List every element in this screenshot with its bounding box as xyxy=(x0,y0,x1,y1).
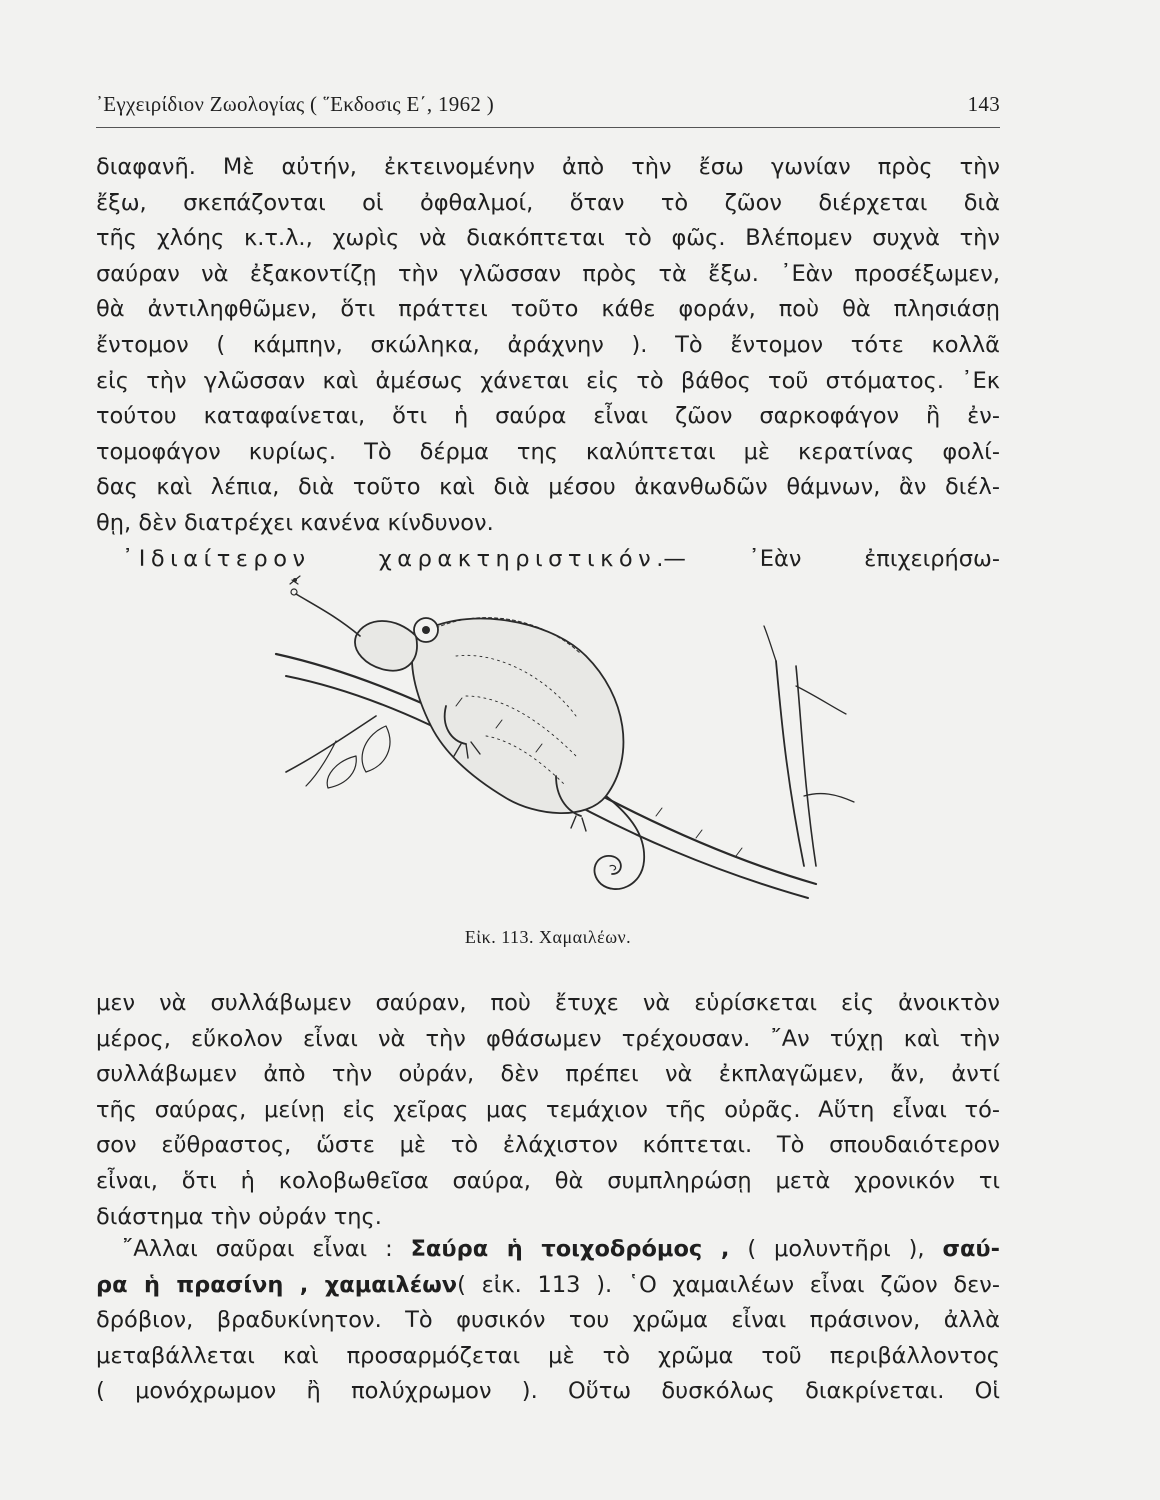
spaced-heading: ᾿Ιδιαίτερον χαρακτηριστικόν xyxy=(122,545,657,572)
header-rule xyxy=(96,127,1000,128)
heading-continuation: .— ᾿Εὰν ἐπιχειρήσω- xyxy=(656,545,1001,572)
text-line: δρόβιον, βραδυκίνητον. Τὸ φυσικόν του χρῶμα εἶναι πράσινον, ἀλλὰ xyxy=(96,1307,1000,1334)
text-line: τούτου καταφαίνεται, ὅτι ἡ σαύρα εἶναι ζῶον σαρκοφάγον ἢ ἐν- xyxy=(96,403,1000,430)
text-run: ῎Αλλαι σαῦραι εἶναι : xyxy=(122,1236,411,1262)
text-line: μεν νὰ συλλάβωμεν σαύραν, ποὺ ἔτυχε νὰ εὑρίσκεται εἰς ἀνοικτὸν xyxy=(96,990,1000,1016)
text-line: μεταβάλλεται καὶ προσαρμόζεται μὲ τὸ χρῶμα τοῦ περιβάλλοντος xyxy=(96,1342,1000,1369)
text-line xyxy=(96,1268,1000,1304)
running-header xyxy=(96,92,1000,117)
text-line: εἶναι, ὅτι ἡ κολοβωθεῖσα σαύρα, θὰ συμπληρώσῃ μετὰ χρονικόν τι xyxy=(96,1167,1000,1194)
running-title: ᾿Εγχειρίδιον Ζωολογίας ( ῞Εκδοσις Ε΄, 1962 ) xyxy=(96,92,495,116)
text-line: σαύραν νὰ ἐξακοντίζῃ τὴν γλῶσσαν πρὸς τὰ ἔξω. ᾿Εὰν προσέξωμεν, xyxy=(96,260,1000,287)
text-line: διάστημα τὴν οὐράν της. xyxy=(96,1203,382,1230)
text-line: σον εὔθραστος, ὥστε μὲ τὸ ἐλάχιστον κόπτεται. Τὸ σπουδαιότερον xyxy=(96,1132,1000,1159)
figure-caption: Εἰκ. 113. Χαμαιλέων. xyxy=(464,927,632,947)
bold-term: Σαύρα ἡ τοιχοδρόμος , xyxy=(410,1236,730,1262)
chameleon-illustration xyxy=(256,566,866,922)
text-line: τῆς σαύρας, μείνῃ εἰς χεῖρας μας τεμάχιον τῆς οὐρᾶς. Αὕτη εἶναι τό- xyxy=(96,1096,1000,1123)
text-run: ( μολυντῆρι ), xyxy=(729,1236,943,1262)
text-line: ( μονόχρωμον ἢ πολύχρωμον ). Οὕτω δυσκόλως διακρίνεται. Οἱ xyxy=(96,1378,1000,1405)
paragraph-1 xyxy=(96,150,1000,577)
text-line xyxy=(96,1232,1000,1268)
text-line: τομοφάγον κυρίως. Τὸ δέρμα της καλύπτεται μὲ κερατίνας φολί- xyxy=(96,438,1000,465)
text-line: εἰς τὴν γλῶσσαν καὶ ἀμέσως χάνεται εἰς τὸ βάθος τοῦ στόματος. ᾿Εκ xyxy=(96,367,1000,394)
bold-term: σαύ- xyxy=(942,1236,1000,1262)
page-number: 143 xyxy=(967,92,1000,116)
text-line: συλλάβωμεν ἀπὸ τὴν οὐράν, δὲν πρέπει νὰ ἐκπλαγῶμεν, ἄν, ἀντί xyxy=(96,1061,1000,1088)
text-line: ἔξω, σκεπάζονται οἱ ὀφθαλμοί, ὅταν τὸ ζῶον διέρχεται διὰ xyxy=(96,189,1000,216)
text-line: θὰ ἀντιληφθῶμεν, ὅτι πράττει τοῦτο κάθε φοράν, ποὺ θὰ πλησιάσῃ xyxy=(96,296,1000,323)
bold-term: ρα ἡ πρασίνη , χαμαιλέων xyxy=(96,1271,458,1298)
text-run: ( εἰκ. 113 ). ῾Ο χαμαιλέων εἶναι ζῶον δεν- xyxy=(457,1271,1000,1298)
text-line: τῆς χλόης κ.τ.λ., χωρὶς νὰ διακόπτεται τὸ φῶς. Βλέπομεν συχνὰ τὴν xyxy=(96,225,1000,252)
text-line: διαφανῆ. Μὲ αὐτήν, ἐκτεινομένην ἀπὸ τὴν ἔσω γωνίαν πρὸς τὴν xyxy=(96,154,1000,180)
paragraph-3 xyxy=(96,1232,1000,1410)
text-line: δας καὶ λέπια, διὰ τοῦτο καὶ διὰ μέσου ἀκανθωδῶν θάμνων, ἂν διέλ- xyxy=(96,474,1000,501)
text-line: ἔντομον ( κάμπην, σκώληκα, ἀράχνην ). Τὸ ἔντομον τότε κολλᾶ xyxy=(96,331,1000,358)
text-line: θῃ, δὲν διατρέχει κανένα κίνδυνον. xyxy=(96,509,494,536)
text-line: μέρος, εὔκολον εἶναι νὰ τὴν φθάσωμεν τρέχουσαν. ῎Αν τύχῃ καὶ τὴν xyxy=(96,1025,1000,1052)
paragraph-2-continuation xyxy=(96,986,1000,1235)
